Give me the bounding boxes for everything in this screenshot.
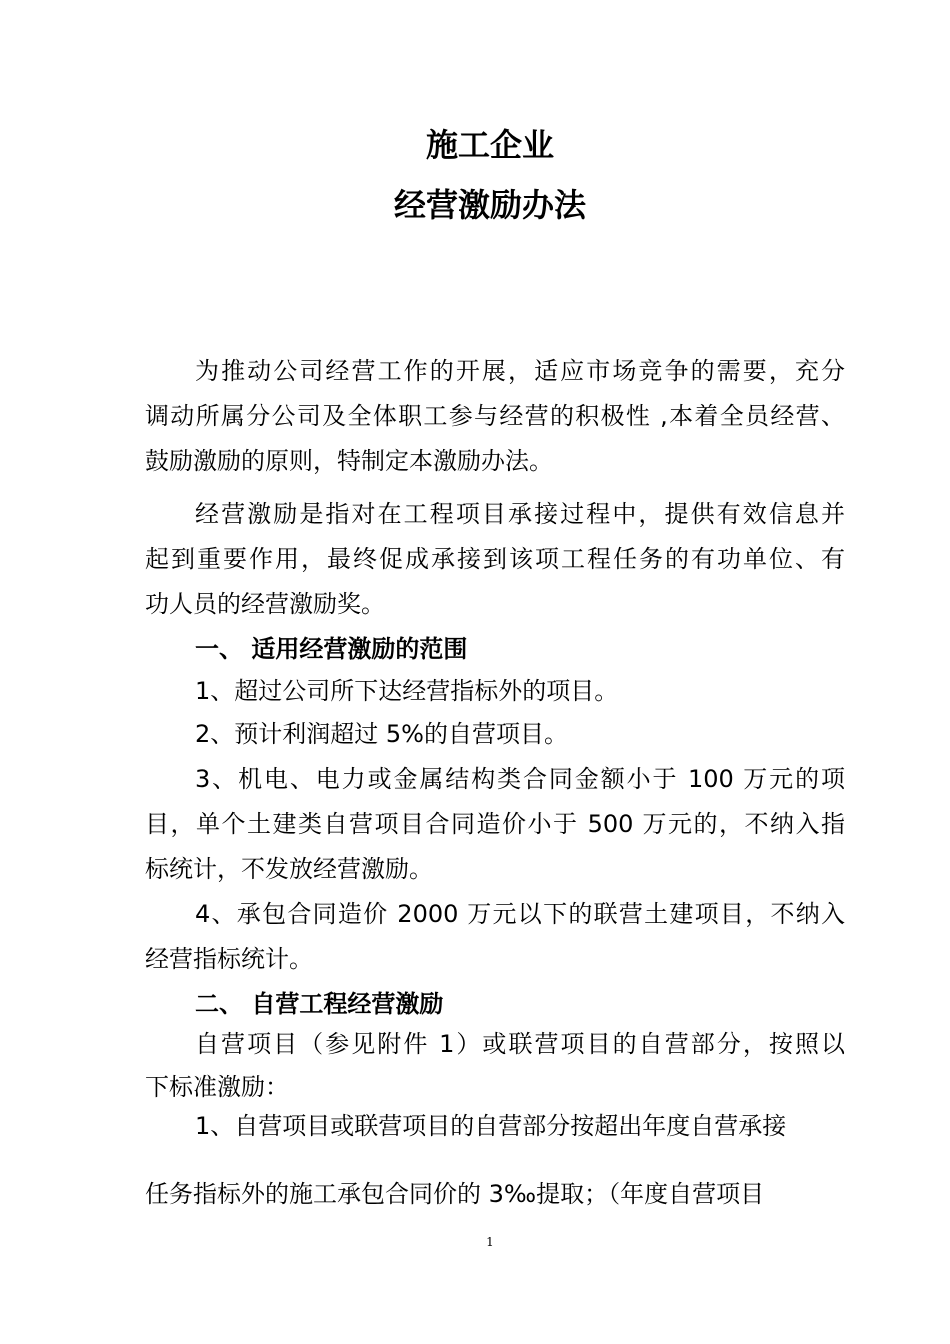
self-operated-paragraph-line: 自营项目（参见附件 1）或联营项目的自营部分，按照以 [195,1030,845,1058]
section-heading-scope: 一、 适用经营激励的范围 [195,635,468,663]
self-operated-item-1-line: 1、自营项目或联营项目的自营部分按超出年度自营承接 [195,1112,787,1140]
definition-paragraph-line: 经营激励是指对在工程项目承接过程中，提供有效信息并 [195,500,845,528]
document-title-line2: 经营激励办法 [393,186,586,224]
page-number: 1 [486,1235,494,1249]
scope-item-2: 2、预计利润超过 5%的自营项目。 [195,720,568,748]
intro-paragraph-line: 鼓励激励的原则，特制定本激励办法。 [145,447,553,475]
scope-item-3-line: 3、机电、电力或金属结构类合同金额小于 100 万元的项 [195,765,845,793]
section-heading-self-operated: 二、 自营工程经营激励 [195,990,444,1018]
intro-paragraph-line: 调动所属分公司及全体职工参与经营的积极性 ,本着全员经营、 [145,402,845,430]
scope-item-3-line: 目，单个土建类自营项目合同造价小于 500 万元的，不纳入指 [145,810,845,838]
document-title-line1: 施工企业 [425,126,554,164]
definition-paragraph-line: 功人员的经营激励奖。 [145,590,385,618]
definition-paragraph-line: 起到重要作用，最终促成承接到该项工程任务的有功单位、有 [145,545,845,573]
scope-item-1: 1、超过公司所下达经营指标外的项目。 [195,677,619,705]
self-operated-item-1-line: 任务指标外的施工承包合同价的 3‰提取；（年度自营项目 [145,1180,765,1208]
scope-item-4-line: 4、承包合同造价 2000 万元以下的联营土建项目，不纳入 [195,900,845,928]
intro-paragraph-line: 为推动公司经营工作的开展，适应市场竞争的需要，充分 [195,357,845,385]
self-operated-paragraph-line: 下标准激励： [145,1073,289,1101]
scope-item-3-line: 标统计，不发放经营激励。 [145,855,433,883]
scope-item-4-line: 经营指标统计。 [145,945,313,973]
